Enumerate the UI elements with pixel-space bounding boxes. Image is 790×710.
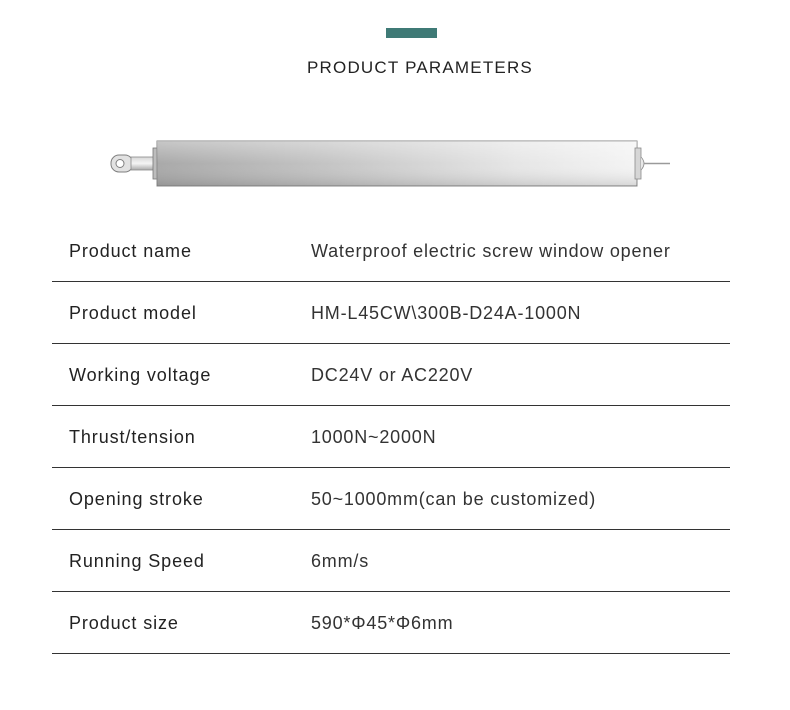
parameters-table <box>52 220 730 654</box>
table-row <box>52 220 730 282</box>
param-value: Waterproof electric screw window opener <box>311 241 671 261</box>
table-row <box>52 530 730 592</box>
param-label: Product model <box>69 303 197 323</box>
param-label: Opening stroke <box>69 489 204 509</box>
param-value: 1000N~2000N <box>311 427 437 447</box>
table-row <box>52 282 730 344</box>
param-label: Product size <box>69 613 179 633</box>
param-value: 590*Φ45*Φ6mm <box>311 613 454 633</box>
param-value: DC24V or AC220V <box>311 365 474 385</box>
param-label: Running Speed <box>69 551 205 571</box>
page-title: PRODUCT PARAMETERS <box>307 58 533 77</box>
table-row <box>52 592 730 654</box>
param-value: 50~1000mm(can be customized) <box>311 489 597 509</box>
param-label: Working voltage <box>69 365 212 385</box>
param-value: HM-L45CW\300B-D24A-1000N <box>311 303 582 323</box>
table-row <box>52 406 730 468</box>
param-label: Product name <box>69 241 192 261</box>
param-value: 6mm/s <box>311 551 369 571</box>
table-row <box>52 344 730 406</box>
title-accent-bar <box>386 28 437 38</box>
table-row <box>52 468 730 530</box>
param-label: Thrust/tension <box>69 427 196 447</box>
window-opener-actuator-image <box>105 133 675 193</box>
